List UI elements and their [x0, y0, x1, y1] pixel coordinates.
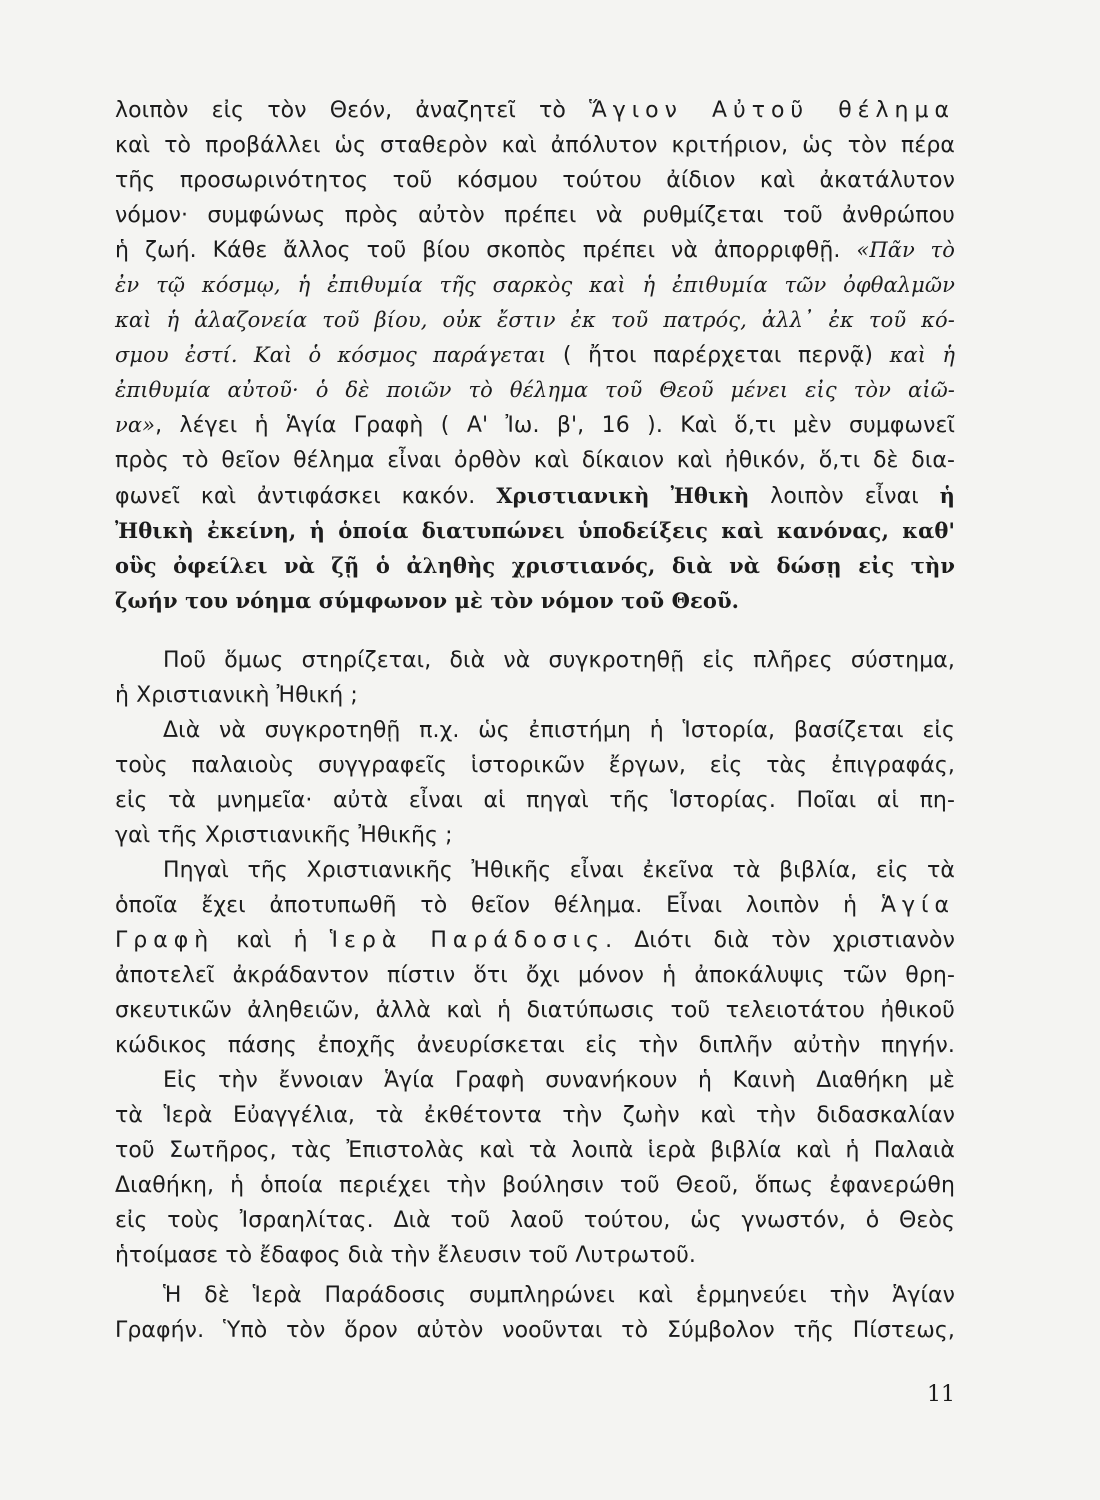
text-line: [115, 135, 955, 157]
text-line: [115, 170, 955, 192]
text-segment: Εἰς τὴν ἔννοιαν Ἁγία Γραφὴ συνανήκουν ἡ Καινὴ Διαθήκη μὲ: [163, 1068, 955, 1093]
text-line: [115, 685, 955, 707]
text-segment: ἡ ζωή. Κάθε ἄλλος τοῦ βίου σκοπὸς πρέπει νὰ ἀπορριφθῇ.: [115, 238, 857, 263]
text-segment: ἡτοίμασε τὸ ἔδαφος διὰ τὴν ἔλευσιν τοῦ Λυτρωτοῦ.: [115, 1243, 696, 1268]
text-segment: Ἁγία: [880, 893, 955, 918]
text-segment: τοῦ Σωτῆρος, τὰς Ἐπιστολὰς καὶ τὰ λοιπὰ ἱερὰ βιβλία καὶ ἡ Παλαιὰ: [115, 1138, 955, 1163]
text-line: [163, 650, 955, 672]
text-segment: «Πᾶν τὸ: [856, 238, 955, 262]
text-line: [115, 1035, 955, 1057]
text-line: [115, 1105, 955, 1127]
text-line: [115, 205, 955, 227]
text-segment: Διαθήκη, ἡ ὁποία περιέχει τὴν βούλησιν τοῦ Θεοῦ, ὅπως ἐφανερώθη: [115, 1173, 955, 1198]
text-line: [115, 485, 955, 508]
text-segment: εἰς τὰ μνημεῖα· αὐτὰ εἶναι αἱ πηγαὶ τῆς Ἱστορίας. Ποῖαι αἱ πη-: [115, 788, 955, 813]
text-segment: εἰς τοὺς Ἰσραηλίτας. Διὰ τοῦ λαοῦ τούτου, ὡς γνωστόν, ὁ Θεὸς: [115, 1208, 955, 1233]
text-line: [163, 1285, 955, 1307]
text-line: [163, 1070, 955, 1092]
text-line: [115, 895, 955, 917]
text-segment: Γραφὴ: [115, 928, 215, 953]
text-segment: ἐν τῷ κόσμῳ, ἡ ἐπιθυμία τῆς σαρκὸς καὶ ἡ ἐπιθυμία τῶν ὀφθαλμῶν: [115, 273, 955, 297]
text-line: [115, 1210, 955, 1232]
text-line: [115, 930, 955, 952]
text-line: [115, 790, 955, 812]
text-line: [115, 590, 955, 613]
text-line: [115, 100, 955, 122]
text-segment: ὁποῖα ἔχει ἀποτυπωθῆ τὸ θεῖον θέλημα. Εἶναι λοιπὸν ἡ: [115, 893, 881, 918]
text-segment: πρὸς τὸ θεῖον θέλημα εἶναι ὀρθὸν καὶ δίκαιον καὶ ἠθικόν, ὅ,τι δὲ δια-: [115, 448, 955, 473]
text-segment: λοιπὸν εἰς τὸν Θεόν, ἀναζητεῖ τὸ: [115, 98, 590, 123]
text-line: [163, 720, 955, 742]
text-segment: Ἱερὰ Παράδοσις: [329, 928, 606, 953]
text-segment: ( ἤτοι παρέρχεται περνᾷ): [546, 343, 890, 368]
text-segment: σμου ἐστί. Καὶ ὁ κόσμος παράγεται: [115, 343, 547, 367]
text-line: [115, 520, 955, 543]
text-line: [115, 345, 955, 367]
text-segment: ἐπιθυμία αὐτοῦ· ὁ δὲ ποιῶν τὸ θέλημα τοῦ Θεοῦ μένει εἰς τὸν αἰῶ-: [115, 378, 955, 402]
text-line: [115, 825, 955, 847]
text-segment: νόμον· συμφώνως πρὸς αὐτὸν πρέπει νὰ ρυθμίζεται τοῦ ἀνθρώπου: [115, 203, 955, 228]
text-segment: ἡ: [939, 483, 956, 508]
text-segment: Ἠθικὴ ἐκείνη, ἡ ὁποία διατυπώνει ὑποδείξεις καὶ κανόνας, καθ': [115, 518, 955, 543]
text-line: [115, 755, 955, 777]
text-segment: Ἅγιον Αὐτοῦ θέλημα: [589, 98, 956, 123]
text-line: [115, 965, 955, 987]
text-segment: φωνεῖ καὶ ἀντιφάσκει κακόν.: [115, 484, 497, 509]
text-line: [115, 1175, 955, 1197]
text-line: [115, 555, 955, 578]
text-segment: Ἡ δὲ Ἱερὰ Παράδοσις συμπληρώνει καὶ ἑρμηνεύει τὴν Ἁγίαν: [163, 1283, 955, 1308]
text-line: [115, 450, 955, 472]
text-segment: ζωήν του νόημα σύμφωνον μὲ τὸν νόμον τοῦ Θεοῦ.: [115, 588, 740, 613]
text-segment: καὶ τὸ προβάλλει ὡς σταθερὸν καὶ ἀπόλυτον κριτήριον, ὡς τὸν πέρα: [115, 133, 955, 158]
text-segment: Γραφήν. Ὑπὸ τὸν ὅρον αὐτὸν νοοῦνται τὸ Σύμβολον τῆς Πίστεως,: [115, 1318, 955, 1343]
text-segment: λοιπὸν εἶναι: [749, 484, 940, 509]
text-line: [115, 1320, 955, 1342]
text-line: [115, 415, 955, 437]
text-segment: τὰ Ἱερὰ Εὐαγγέλια, τὰ ἐκθέτοντα τὴν ζωὴν καὶ τὴν διδασκαλίαν: [115, 1103, 955, 1128]
text-line: [115, 1140, 955, 1162]
text-segment: Ποῦ ὅμως στηρίζεται, διὰ νὰ συγκροτηθῇ εἰς πλῆρες σύστημα,: [163, 648, 955, 673]
text-line: [115, 310, 955, 332]
text-segment: σκευτικῶν ἀληθειῶν, ἀλλὰ καὶ ἡ διατύπωσις τοῦ τελειοτάτου ἠθικοῦ: [115, 998, 955, 1023]
page-number: 11: [927, 1382, 955, 1407]
text-segment: τῆς προσωρινότητος τοῦ κόσμου τούτου ἀίδιον καὶ ἀκατάλυτον: [115, 168, 955, 193]
text-segment: καὶ ἡ: [214, 928, 330, 953]
text-segment: Πηγαὶ τῆς Χριστιανικῆς Ἠθικῆς εἶναι ἐκεῖνα τὰ βιβλία, εἰς τὰ: [163, 858, 955, 883]
text-segment: οὓς ὀφείλει νὰ ζῇ ὁ ἀληθὴς χριστιανός, διὰ νὰ δώσῃ εἰς τὴν: [115, 553, 955, 578]
text-line: [115, 1245, 955, 1267]
text-segment: τοὺς παλαιοὺς συγγραφεῖς ἱστορικῶν ἔργων, εἰς τὰς ἐπιγραφάς,: [115, 753, 955, 778]
text-segment: Διὰ νὰ συγκροτηθῇ π.χ. ὡς ἐπιστήμη ἡ Ἱστορία, βασίζεται εἰς: [163, 718, 955, 743]
text-segment: να»: [115, 413, 156, 437]
text-line: [115, 240, 955, 262]
text-segment: καὶ ἡ: [889, 343, 956, 367]
text-segment: , λέγει ἡ Ἁγία Γραφὴ ( Α' Ἰω. β', 16 ). Καὶ ὅ,τι μὲν συμφωνεῖ: [155, 413, 955, 438]
text-segment: γαὶ τῆς Χριστιανικῆς Ἠθικῆς ;: [115, 823, 453, 848]
text-segment: κώδικος πάσης ἐποχῆς ἀνευρίσκεται εἰς τὴν διπλῆν αὐτὴν πηγήν.: [115, 1033, 955, 1058]
text-segment: . Διότι διὰ τὸν χριστιανὸν: [605, 928, 956, 953]
text-line: [115, 380, 955, 402]
text-segment: ἡ Χριστιανικὴ Ἠθική ;: [115, 683, 358, 708]
text-segment: ἀποτελεῖ ἀκράδαντον πίστιν ὅτι ὄχι μόνον ἡ ἀποκάλυψις τῶν θρη-: [115, 963, 955, 988]
text-segment: καὶ ἡ ἀλαζονεία τοῦ βίου, οὐκ ἔστιν ἐκ τοῦ πατρός, ἀλλ᾽ ἐκ τοῦ κό-: [115, 308, 955, 332]
text-line: [115, 1000, 955, 1022]
text-segment: Χριστιανικὴ Ἠθικὴ: [496, 483, 750, 508]
text-line: [163, 860, 955, 882]
text-line: [115, 275, 955, 297]
